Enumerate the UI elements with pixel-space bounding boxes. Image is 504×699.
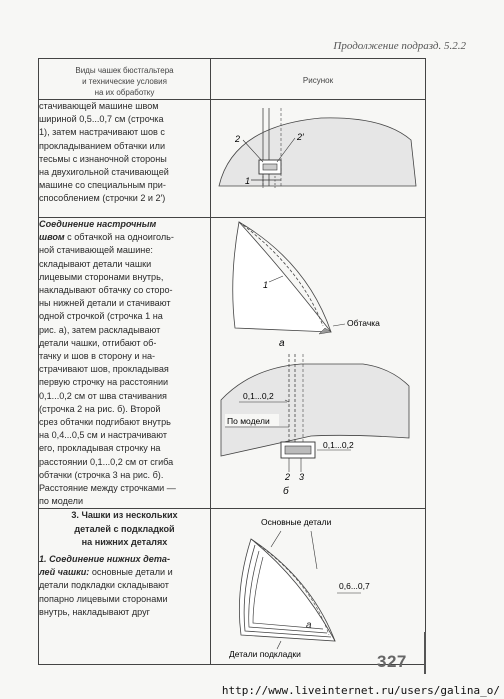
seam-figure xyxy=(211,100,425,212)
obtachka-label: Обтачка xyxy=(347,318,380,328)
column-header-types: Виды чашек бюстгальтера и технические условия на их обработку xyxy=(39,59,211,100)
label-2-prime: 2′ xyxy=(297,132,304,142)
row1-figure xyxy=(211,100,426,218)
source-url: http://www.liveinternet.ru/users/galina_o/ xyxy=(221,684,500,697)
lining-parts-label: Детали подкладки xyxy=(229,649,301,660)
table-row xyxy=(39,509,426,665)
continuation-header: Продолжение подразд. 5.2.2 xyxy=(333,40,466,52)
fig-a-label-1: 1 xyxy=(263,280,269,290)
row3-figure xyxy=(211,509,426,665)
process-table xyxy=(38,58,426,665)
page-margin-bar xyxy=(424,632,426,674)
label-1: 1 xyxy=(245,176,251,186)
fig-b-label-2: 2 xyxy=(285,472,291,482)
dim-0102-top: 0,1...0,2 xyxy=(243,391,274,401)
row1-text: стачивающей машине швом шириной 0,5...0,7 см (строчка 1), затем настрачивают шов с прокладыванием обтачки или тесьмы с изнаночной стороны на двухигольной стачивающей машине со специальным при- способлением (строчки 2 и 2′) xyxy=(39,100,211,218)
dim-0607: 0,6...0,7 xyxy=(339,581,370,592)
po-modeli-label: По модели xyxy=(227,416,270,426)
fig-a-caption: а xyxy=(279,338,285,349)
row2-text: Соединение настрочным швом с обтачкой на одноиголь- ной стачивающей машине: складывают детали чашки лицевыми сторонами внутрь, накладывают обтачку со сторо- ны нижней детали и стачивают одной строчкой (строчка 1 на рис. а), затем раскладывают детали чашки, отгибают об- тачку и шов в сторону и на- страчивают шов, прокладывая первую строчку на расстоянии 0,1...0,2 см от шва стачивания (строчка 2 на рис. б). Второй срез обтачки подгибают внутрь на 0,4...0,5 см и настрачивают его, прокладывая строчку на расстоянии 0,1...0,2 см от сгиба обтачки (строчка 3 на рис. б). Расстояние между строчками — по модели xyxy=(39,218,211,509)
fig-b-caption: б xyxy=(283,486,289,497)
fig-lined-caption: а xyxy=(306,620,312,631)
table-row xyxy=(39,100,426,218)
lined-cup-figure xyxy=(211,509,425,659)
row2-figure xyxy=(211,218,426,509)
label-2: 2 xyxy=(235,134,241,144)
table-header-row xyxy=(39,59,426,100)
dim-0102-bottom: 0,1...0,2 xyxy=(323,440,354,450)
page-number: 327 xyxy=(377,652,407,671)
main-parts-label: Основные детали xyxy=(261,517,332,528)
fig-b-label-3: 3 xyxy=(299,472,305,482)
column-header-figure: Рисунок xyxy=(211,59,426,100)
table-row xyxy=(39,218,426,509)
row3-text: 3. Чашки из нескольких деталей с подкладкой на нижних деталях 1. Соединение нижних дета- лей чашки: основные детали и детали подкладки складывают попарно лицевыми сторонами внутрь, накладывают друг xyxy=(39,509,211,665)
cup-seam-figures xyxy=(211,218,425,498)
